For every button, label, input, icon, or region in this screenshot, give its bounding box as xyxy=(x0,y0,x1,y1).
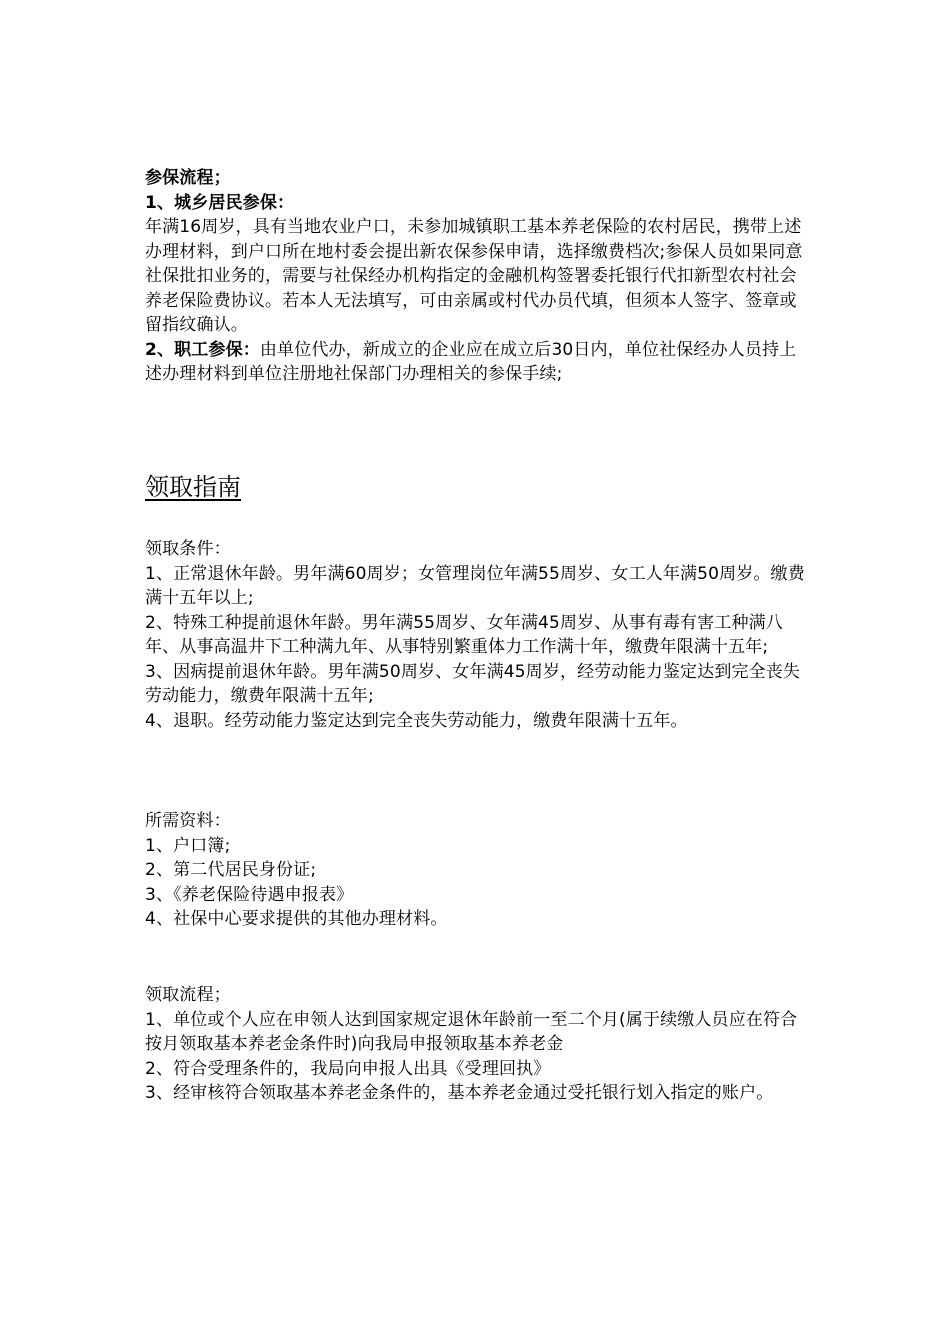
process-heading: 领取流程； xyxy=(145,985,231,1005)
materials-heading: 所需资料： xyxy=(145,811,231,831)
material-item: 1、户口簿; xyxy=(145,835,231,856)
enroll-section xyxy=(145,166,810,387)
guide-title: 领取指南 xyxy=(145,473,241,501)
process-item: 2、符合受理条件的，我局向申报人出具《受理回执》 xyxy=(145,1058,551,1079)
conditions-heading: 领取条件： xyxy=(145,539,231,559)
condition-item: 1、正常退休年龄。男年满60周岁；女管理岗位年满55周岁、女工人年满50周岁。缴费满十五年以上; xyxy=(145,563,805,608)
material-item: 4、社保中心要求提供的其他办理材料。 xyxy=(145,909,448,929)
condition-item: 4、退职。经劳动能力鉴定达到完全丧失劳动能力，缴费年限满十五年。 xyxy=(145,710,688,731)
rural-enroll-title: 1、城乡居民参保： xyxy=(145,192,295,213)
materials-section xyxy=(145,809,810,932)
enroll-heading: 参保流程； xyxy=(145,168,231,188)
employee-enroll-paragraph xyxy=(145,338,810,387)
material-item: 2、第二代居民身份证; xyxy=(145,860,317,880)
material-item: 3、《养老保险待遇申报表》 xyxy=(145,884,354,905)
employee-enroll-body: 由单位代办，新成立的企业应在成立后30日内，单位社保经办人员持上述办理材料到单位注册地社保部门办理相关的参保手续; xyxy=(145,339,797,384)
conditions-section xyxy=(145,537,810,733)
process-item: 1、单位或个人应在申领人达到国家规定退休年龄前一至二个月(属于续缴人员应在符合按月领取基本养老金条件时)向我局申报领取基本养老金 xyxy=(145,1009,798,1054)
condition-item: 2、特殊工种提前退休年龄。男年满55周岁、女年满45周岁、从事有毒有害工种满八年、从事高温井下工种满九年、从事特别繁重体力工作满十年，缴费年限满十五年; xyxy=(145,612,783,657)
rural-enroll-body: 年满16周岁，具有当地农业户口，未参加城镇职工基本养老保险的农村居民，携带上述办理材料，到户口所在地村委会提出新农保参保申请，选择缴费档次;参保人员如果同意社保批扣业务的，需要与社保经办机构指定的金融机构签署委托银行代扣新型农村社会养老保险费协议。若本人无法填写，可由亲属或村代办员代填，但须本人签字、签章或留指纹确认。 xyxy=(145,217,803,335)
employee-enroll-title: 2、职工参保： xyxy=(145,339,260,360)
process-item: 3、经审核符合领取基本养老金条件的，基本养老金通过受托银行划入指定的账户。 xyxy=(145,1083,774,1103)
process-section xyxy=(145,983,810,1106)
condition-item: 3、因病提前退休年龄。男年满50周岁、女年满45周岁，经劳动能力鉴定达到完全丧失劳动能力，缴费年限满十五年; xyxy=(145,661,801,706)
